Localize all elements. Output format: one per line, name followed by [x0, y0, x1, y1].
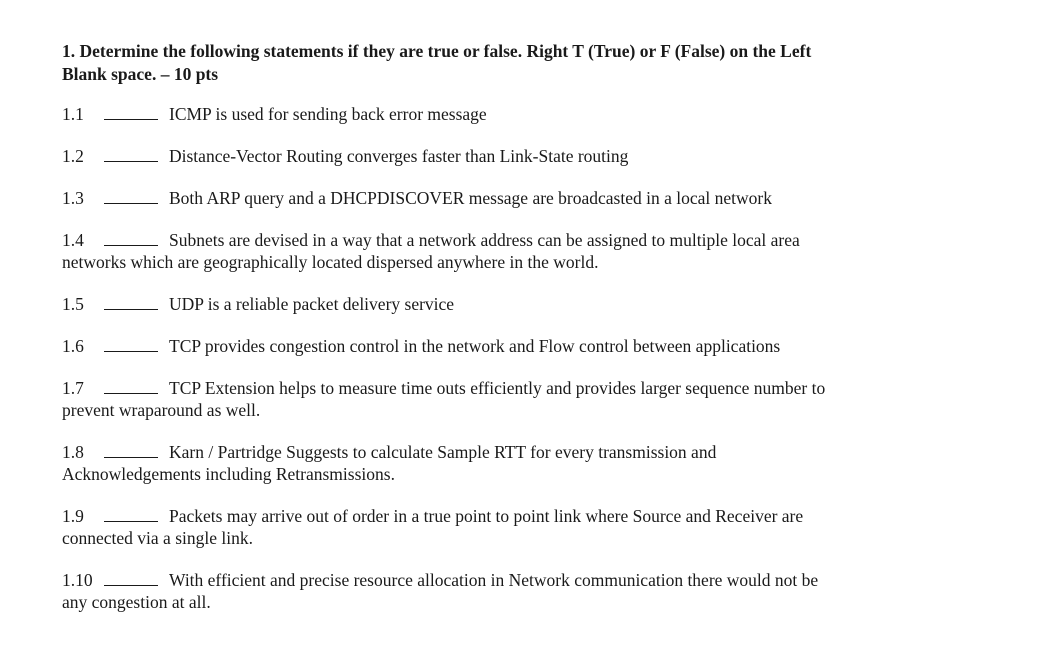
- statement-item-9: [62, 505, 992, 549]
- statement-text: UDP is a reliable packet delivery service: [169, 294, 455, 314]
- item-number: 1.5: [62, 294, 84, 314]
- statement-item-10: [62, 569, 992, 613]
- statement-item-4: [62, 229, 992, 273]
- answer-blank[interactable]: [104, 571, 158, 586]
- statement-text: Subnets are devised in a way that a network address can be assigned to multiple local area: [169, 230, 800, 250]
- statement-item-3: [62, 187, 992, 209]
- statement-text: TCP provides congestion control in the network and Flow control between applications: [169, 336, 781, 356]
- statement-text: Distance-Vector Routing converges faster than Link-State routing: [169, 146, 629, 166]
- statement-continuation: Acknowledgements including Retransmissions.: [62, 464, 395, 484]
- statement-item-1: [62, 103, 992, 125]
- question-title: [62, 40, 992, 86]
- answer-blank[interactable]: [104, 147, 158, 162]
- question-title-line-2: Blank space. – 10 pts: [62, 64, 219, 84]
- statement-continuation: any congestion at all.: [62, 592, 211, 612]
- item-number: 1.2: [62, 146, 84, 166]
- statement-text: Both ARP query and a DHCPDISCOVER message are broadcasted in a local network: [169, 188, 772, 208]
- statement-item-8: [62, 441, 992, 485]
- item-number: 1.9: [62, 506, 84, 526]
- item-number: 1.10: [62, 570, 93, 590]
- statement-continuation: prevent wraparound as well.: [62, 400, 261, 420]
- item-number: 1.3: [62, 188, 84, 208]
- answer-blank[interactable]: [104, 231, 158, 246]
- statement-text: With efficient and precise resource allocation in Network communication there would not be: [169, 570, 819, 590]
- statement-text: Packets may arrive out of order in a true point to point link where Source and Receiver are: [169, 506, 804, 526]
- question-title-line-1: 1. Determine the following statements if they are true or false. Right T (True) or F (False) on the Left: [62, 41, 812, 61]
- answer-blank[interactable]: [104, 337, 158, 352]
- item-number: 1.7: [62, 378, 84, 398]
- statement-continuation: networks which are geographically located dispersed anywhere in the world.: [62, 252, 599, 272]
- statement-item-7: [62, 377, 992, 421]
- statement-item-6: [62, 335, 992, 357]
- answer-blank[interactable]: [104, 105, 158, 120]
- document-body: [62, 40, 992, 633]
- item-number: 1.1: [62, 104, 84, 124]
- answer-blank[interactable]: [104, 379, 158, 394]
- item-number: 1.8: [62, 442, 84, 462]
- statement-text: ICMP is used for sending back error message: [169, 104, 487, 124]
- answer-blank[interactable]: [104, 295, 158, 310]
- answer-blank[interactable]: [104, 507, 158, 522]
- item-number: 1.6: [62, 336, 84, 356]
- item-number: 1.4: [62, 230, 84, 250]
- statement-text: Karn / Partridge Suggests to calculate Sample RTT for every transmission and: [169, 442, 717, 462]
- statement-continuation: connected via a single link.: [62, 528, 253, 548]
- statement-text: TCP Extension helps to measure time outs efficiently and provides larger sequence number to: [169, 378, 826, 398]
- answer-blank[interactable]: [104, 189, 158, 204]
- statement-item-2: [62, 145, 992, 167]
- answer-blank[interactable]: [104, 443, 158, 458]
- statement-item-5: [62, 293, 992, 315]
